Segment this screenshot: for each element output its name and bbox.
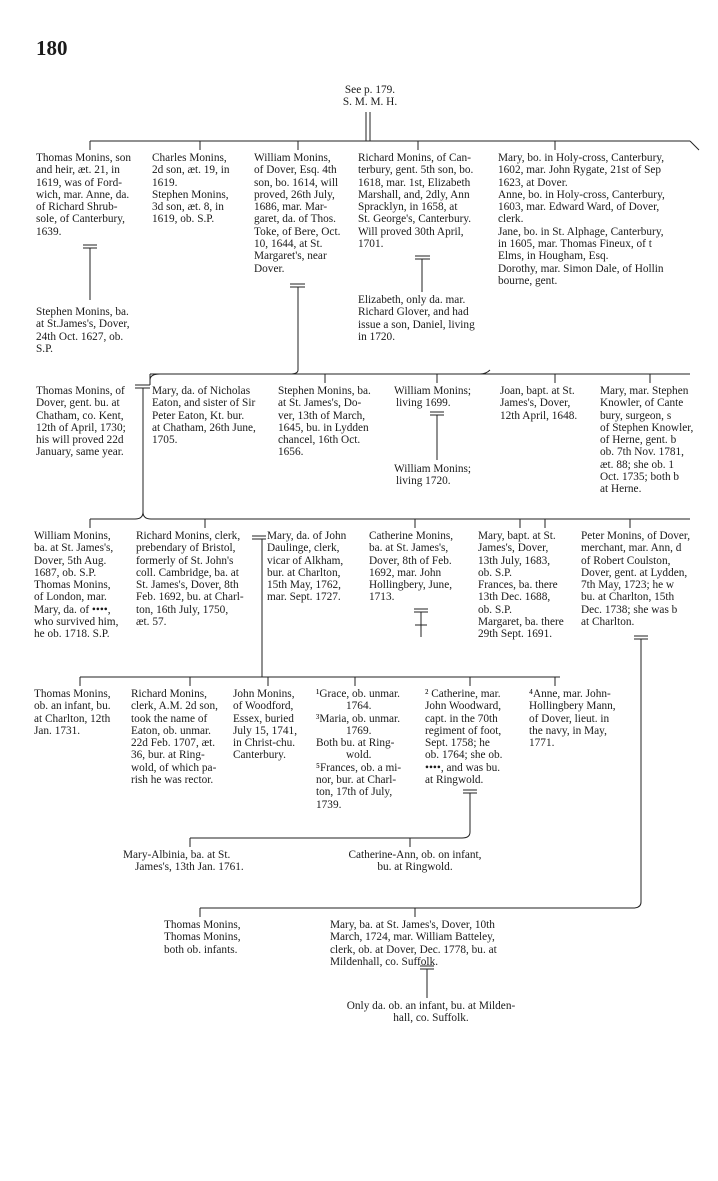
entry-anne-mann: ⁴Anne, mar. John- Hollingbery Mann, of Dover, lieut. in the navy, in May, 1771. xyxy=(529,688,616,750)
sm-mh-label: S. M. M. H. xyxy=(342,96,398,108)
entry-richard-monins-eaton: Richard Monins, clerk, A.M. 2d son, took the name of Eaton, ob. unmar. 22d Feb. 1707, æt. 36, bur. at Ring- wold, of which pa- rish he was rector. xyxy=(131,688,218,787)
entry-richard-monins-of-canterbury: Richard Monins, of Can- terbury, gent. 5th son, bo. 1618, mar. 1st, Elizabeth Marshall, and, 2dly, Ann Spracklyn, in 1658, at St. George's, Canterbury. Will proved 30th April, 1701. xyxy=(358,152,474,251)
entry-william-monins-1720: William Monins; living 1720. xyxy=(394,463,472,488)
entry-william-monins-of-dover: William Monins, of Dover, Esq. 4th son, bo. 1614, will proved, 26th July, 1686, mar. Mar- garet, da. of Thos. Toke, of Bere, Oct. 10, 1644, at St. Margaret's, near Dover. xyxy=(254,152,341,275)
entry-thomas-monins-of-dover: Thomas Monins, of Dover, gent. bu. at Chatham, co. Kent, 12th of April, 1730; his will proved 22d January, same year. xyxy=(36,385,126,459)
entry-thomas-monins-twins: Thomas Monins, Thomas Monins, both ob. infants. xyxy=(164,919,241,956)
entry-catherine-monins: Catherine Monins, ba. at St. James's, Dover, 8th of Feb. 1692, mar. John Hollingbery, June, 1713. xyxy=(369,530,454,604)
entry-stephen-monins-1627: Stephen Monins, ba. at St.James's, Dover, 24th Oct. 1627, ob. S.P. xyxy=(36,306,130,355)
entry-grace-maria-frances: ¹Grace, ob. unmar. 1764. ³Maria, ob. unmar. 1769. Both bu. at Ring- wold. ⁵Frances, ob. a mi- nor, bur. at Charl- ton, 17th of July, 1739. xyxy=(316,688,402,811)
page-number: 180 xyxy=(36,36,68,60)
entry-mary-knowler: Mary, mar. Stephen Knowler, of Cante bury, surgeon, s of Stephen Knowler, of Herne, gent. b ob. 7th Nov. 1781, æt. 88; she ob. 1 Oct. 1735; both b at Herne. xyxy=(600,385,694,496)
entry-catherine-ann: Catherine-Ann, ob. on infant, bu. at Ringwold. xyxy=(348,849,482,874)
entry-richard-monins-clerk: Richard Monins, clerk, prebendary of Bristol, formerly of St. John's coll. Cambridge, ba. at St. James's, Dover, 8th Feb. 1692, bu. at Charl- ton, 16th July, 1750, æt. 57. xyxy=(136,530,244,629)
entry-thomas-monins-infant: Thomas Monins, ob. an infant, bu. at Charlton, 12th Jan. 1731. xyxy=(34,688,111,737)
entry-peter-monins: Peter Monins, of Dover, merchant, mar. Ann, d of Robert Coulston, Dover, gent. at Lydden, 7th May, 1723; he w bu. at Charlton, 15th Dec. 1738; she was b at Charlton. xyxy=(581,530,691,629)
entry-joan-monins: Joan, bapt. at St. James's, Dover, 12th April, 1648. xyxy=(500,385,578,422)
entry-william-monins-1699: William Monins; living 1699. xyxy=(394,385,472,410)
entry-charles-stephen-monins: Charles Monins, 2d son, æt. 19, in 1619. Stephen Monins, 3d son, æt. 8, in 1619, ob. S.P. xyxy=(152,152,230,226)
entry-william-thomas-monins: William Monins, ba. at St. James's, Dover, 5th Aug. 1687, ob. S.P. Thomas Monins, of London, mar. Mary, da. of ••••, who survived him, he ob. 1718. S.P. xyxy=(34,530,119,641)
entry-catherine-woodward: ² Catherine, mar. John Woodward, capt. in the 70th regiment of foot, Sept. 1758; he ob. 1764; she ob. ••••, and was bu. at Ringwold. xyxy=(425,688,503,787)
entry-mary-frances-margaret: Mary, bapt. at St. James's, Dover, 13th July, 1683, ob. S.P. Frances, ba. there 13th Dec. 1688, ob. S.P. Margaret, ba. there 29th Sept. 1691. xyxy=(478,530,564,641)
entry-thomas-monins-son-and-heir: Thomas Monins, son and heir, æt. 21, in 1619, was of Ford- wich, mar. Anne, da. of Richard Shrub- sole, of Canterbury, 1639. xyxy=(36,152,132,238)
entry-john-monins-woodford: John Monins, of Woodford, Essex, buried July 15, 1741, in Christ-chu. Canterbury. xyxy=(233,688,298,762)
entry-mary-batteley: Mary, ba. at St. James's, Dover, 10th March, 1724, mar. William Batteley, clerk, ob. at Dover, Dec. 1778, bu. at Mildenhall, co. Suffolk. xyxy=(330,919,497,968)
see-reference: See p. 179. xyxy=(344,84,396,96)
entry-elizabeth-glover: Elizabeth, only da. mar. Richard Glover, and had issue a son, Daniel, living in 1720. xyxy=(358,294,475,343)
entry-mary-eaton: Mary, da. of Nicholas Eaton, and sister of Sir Peter Eaton, Kt. bur. at Chatham, 26th June, 1705. xyxy=(152,385,256,447)
entry-stephen-monins-1645: Stephen Monins, ba. at St. James's, Do- ver, 13th of March, 1645, bu. in Lydden chancel, 16th Oct. 1656. xyxy=(278,385,371,459)
entry-mary-daulinge: Mary, da. of John Daulinge, clerk, vicar of Alkham, bur. at Charlton, 15th May, 1762, mar. Sept. 1727. xyxy=(267,530,347,604)
entry-only-daughter: Only da. ob. an infant, bu. at Milden- hall, co. Suffolk. xyxy=(346,1000,516,1025)
entry-mary-albinia: Mary-Albinia, ba. at St. James's, 13th Jan. 1761. xyxy=(123,849,244,874)
entry-mary-anne-jane-dorothy: Mary, bo. in Holy-cross, Canterbury, 1602, mar. John Rygate, 21st of Sep 1623, at Dover. Anne, bo. in Holy-cross, Canterbury, 1603, mar. Edward Ward, of Dover, clerk. Jane, bo. in St. Alphage, Canterbury, in 1605, mar. Thomas Fineux, of t Elms, in Hougham, Esq. Dorothy, mar. Simon Dale, of Hollin bourne, gent. xyxy=(498,152,665,287)
